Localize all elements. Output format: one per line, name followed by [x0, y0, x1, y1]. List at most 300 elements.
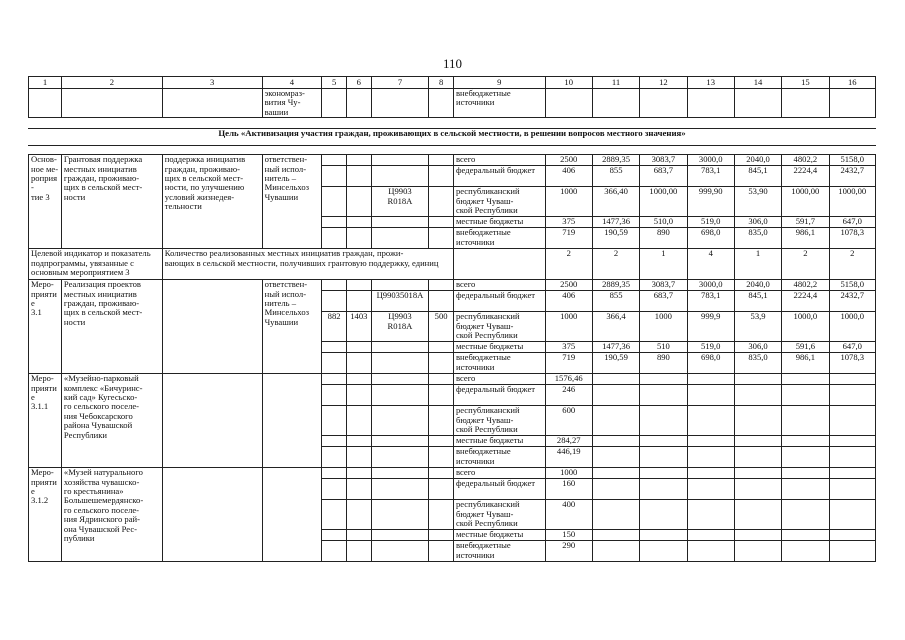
value-cell [829, 436, 875, 447]
value-cell [592, 541, 639, 562]
value-cell: 647,0 [829, 342, 875, 353]
value-cell: 4802,2 [782, 280, 829, 291]
budget-table [28, 76, 876, 562]
value-cell [734, 406, 781, 436]
value-cell: 600 [545, 406, 592, 436]
value-cell [829, 530, 875, 541]
column-number: 2 [61, 77, 162, 89]
value-cell: 698,0 [687, 353, 734, 374]
value-cell: 647,0 [829, 217, 875, 228]
value-cell [782, 468, 829, 479]
table-cell [371, 374, 429, 385]
funding-source: республиканский бюджет Чуваш- ской Республики [453, 312, 545, 342]
value-cell: 3000,0 [687, 280, 734, 291]
value-cell: 4802,2 [782, 155, 829, 166]
value-cell: 375 [545, 342, 592, 353]
goal-spacer-row-2 [29, 146, 876, 155]
table-cell [346, 89, 371, 118]
value-cell [782, 479, 829, 500]
value-cell: 855 [592, 291, 639, 312]
table-cell [453, 249, 545, 280]
table-cell [429, 541, 454, 562]
activity-result [162, 374, 262, 468]
column-number: 3 [162, 77, 262, 89]
funding-source: внебюджетные источники [453, 353, 545, 374]
table-cell [346, 500, 371, 530]
table-cell: 1403 [346, 312, 371, 342]
funding-source: местные бюджеты [453, 436, 545, 447]
value-cell [640, 385, 687, 406]
value-cell: 1000,0 [782, 312, 829, 342]
value-cell [782, 447, 829, 468]
table-cell [346, 541, 371, 562]
value-cell: 1000,00 [829, 187, 875, 217]
goal-heading: Цель «Активизация участия граждан, проживающих в сельской местности, в решении вопросов местного значения» [29, 129, 876, 146]
value-cell [782, 541, 829, 562]
m312-row [29, 468, 876, 479]
table-cell [545, 89, 592, 118]
table-cell [322, 166, 347, 187]
executor [262, 374, 322, 468]
column-number: 16 [829, 77, 875, 89]
table-cell [640, 89, 687, 118]
table-cell [429, 436, 454, 447]
executor: ответствен- ный испол- нитель – Минсельхоз Чувашии [262, 155, 322, 249]
table-cell [371, 166, 429, 187]
value-cell [592, 436, 639, 447]
table-cell [346, 436, 371, 447]
table-cell [346, 406, 371, 436]
value-cell: 160 [545, 479, 592, 500]
value-cell: 1078,3 [829, 353, 875, 374]
table-cell [429, 228, 454, 249]
table-cell [346, 228, 371, 249]
value-cell: 1477,36 [592, 342, 639, 353]
table-cell [371, 530, 429, 541]
value-cell: 783,1 [687, 291, 734, 312]
table-cell [346, 374, 371, 385]
table-cell [371, 280, 429, 291]
executor [262, 468, 322, 562]
table-cell [429, 280, 454, 291]
table-cell [29, 146, 876, 155]
funding-source: местные бюджеты [453, 342, 545, 353]
table-cell [322, 187, 347, 217]
table-cell [371, 406, 429, 436]
column-number: 1 [29, 77, 62, 89]
value-cell: 683,7 [640, 291, 687, 312]
funding-source: местные бюджеты [453, 217, 545, 228]
table-cell [371, 541, 429, 562]
value-cell: 3000,0 [687, 155, 734, 166]
value-cell [687, 530, 734, 541]
table-cell [346, 353, 371, 374]
indicator-label: Целевой индикатор и показатель подпрограммы, увязанные с основным мероприятием 3 [29, 249, 163, 280]
funding-source: всего [453, 280, 545, 291]
table-cell [592, 89, 639, 118]
table-cell [346, 280, 371, 291]
table-cell: Ц9903 R018A [371, 312, 429, 342]
table-cell [371, 155, 429, 166]
value-cell [592, 468, 639, 479]
value-cell: 306,0 [734, 342, 781, 353]
value-cell [782, 530, 829, 541]
table-cell [429, 447, 454, 468]
value-cell [782, 385, 829, 406]
value-cell: 2040,0 [734, 280, 781, 291]
funding-source: федеральный бюджет [453, 166, 545, 187]
activity-code: Меро- приятие 3.1 [29, 280, 62, 374]
table-cell [346, 342, 371, 353]
table-cell: экономраз- вития Чу- вашии [262, 89, 322, 118]
value-cell [592, 479, 639, 500]
value-cell: 845,1 [734, 166, 781, 187]
value-cell: 719 [545, 228, 592, 249]
value-cell [782, 436, 829, 447]
value-cell [734, 500, 781, 530]
funding-source: внебюджетные источники [453, 541, 545, 562]
indicator-row [29, 249, 876, 280]
table-cell [429, 291, 454, 312]
value-cell [640, 406, 687, 436]
table-cell [429, 353, 454, 374]
indicator-value: 1 [734, 249, 781, 280]
value-cell [734, 541, 781, 562]
table-cell [322, 155, 347, 166]
column-number: 12 [640, 77, 687, 89]
value-cell: 1000 [545, 312, 592, 342]
value-cell [640, 468, 687, 479]
value-cell: 375 [545, 217, 592, 228]
column-number: 7 [371, 77, 429, 89]
table-cell [429, 89, 454, 118]
value-cell: 510 [640, 342, 687, 353]
value-cell [640, 436, 687, 447]
value-cell [734, 385, 781, 406]
table-cell [322, 479, 347, 500]
funding-source: местные бюджеты [453, 530, 545, 541]
table-cell [429, 166, 454, 187]
page-number: 110 [442, 56, 463, 71]
table-cell [371, 385, 429, 406]
indicator-value: 4 [687, 249, 734, 280]
value-cell: 1000,00 [782, 187, 829, 217]
column-number: 4 [262, 77, 322, 89]
table-cell [734, 89, 781, 118]
value-cell: 150 [545, 530, 592, 541]
table-cell [371, 353, 429, 374]
table-cell [782, 89, 829, 118]
value-cell: 591,6 [782, 342, 829, 353]
funding-source: республиканский бюджет Чуваш- ской Республики [453, 500, 545, 530]
table-cell [346, 291, 371, 312]
om3-row [29, 155, 876, 166]
table-cell [429, 500, 454, 530]
m31-row [29, 280, 876, 291]
activity-result [162, 468, 262, 562]
table-cell [429, 342, 454, 353]
funding-source: республиканский бюджет Чуваш- ской Республики [453, 187, 545, 217]
table-cell [429, 406, 454, 436]
table-cell [829, 89, 875, 118]
value-cell [734, 447, 781, 468]
activity-code: Меро- приятие 3.1.1 [29, 374, 62, 468]
column-number: 5 [322, 77, 347, 89]
value-cell: 190,59 [592, 228, 639, 249]
table-cell [29, 89, 62, 118]
value-cell: 406 [545, 291, 592, 312]
indicator-value: 2 [545, 249, 592, 280]
value-cell [592, 406, 639, 436]
value-cell [592, 385, 639, 406]
value-cell [640, 374, 687, 385]
funding-source: федеральный бюджет [453, 479, 545, 500]
value-cell [734, 436, 781, 447]
value-cell [687, 541, 734, 562]
table-cell [346, 187, 371, 217]
value-cell [592, 500, 639, 530]
table-cell: Ц99035018A [371, 291, 429, 312]
column-number: 6 [346, 77, 371, 89]
funding-source: всего [453, 155, 545, 166]
value-cell [640, 541, 687, 562]
table-cell [322, 291, 347, 312]
value-cell [734, 374, 781, 385]
table-cell: 500 [429, 312, 454, 342]
table-cell [371, 342, 429, 353]
table-cell [162, 89, 262, 118]
funding-source: внебюджетные источники [453, 447, 545, 468]
value-cell [640, 530, 687, 541]
table-cell [371, 500, 429, 530]
table-cell [346, 155, 371, 166]
funding-source: федеральный бюджет [453, 385, 545, 406]
value-cell: 1000 [545, 187, 592, 217]
table-cell [322, 280, 347, 291]
funding-source: всего [453, 374, 545, 385]
table-cell [429, 155, 454, 166]
value-cell: 890 [640, 228, 687, 249]
value-cell [687, 500, 734, 530]
table-cell [346, 468, 371, 479]
table-cell [346, 166, 371, 187]
column-number: 9 [453, 77, 545, 89]
value-cell: 2500 [545, 155, 592, 166]
table-cell [371, 447, 429, 468]
table-cell [322, 217, 347, 228]
table-cell [61, 89, 162, 118]
value-cell [782, 406, 829, 436]
value-cell [734, 468, 781, 479]
value-cell: 2432,7 [829, 166, 875, 187]
value-cell: 999,90 [687, 187, 734, 217]
value-cell: 591,7 [782, 217, 829, 228]
activity-name: Грантовая поддержка местных инициатив граждан, проживаю- щих в сельской мест- ности [61, 155, 162, 249]
value-cell: 1000 [545, 468, 592, 479]
value-cell: 1078,3 [829, 228, 875, 249]
value-cell: 698,0 [687, 228, 734, 249]
value-cell: 190,59 [592, 353, 639, 374]
indicator-value: 2 [829, 249, 875, 280]
value-cell: 510,0 [640, 217, 687, 228]
value-cell [829, 500, 875, 530]
table-cell [29, 118, 876, 129]
table-cell [322, 500, 347, 530]
value-cell [829, 541, 875, 562]
table-cell [371, 228, 429, 249]
value-cell [592, 374, 639, 385]
value-cell: 1000,0 [829, 312, 875, 342]
value-cell: 719 [545, 353, 592, 374]
column-number: 15 [782, 77, 829, 89]
table-cell [346, 530, 371, 541]
value-cell [687, 436, 734, 447]
value-cell: 2889,35 [592, 280, 639, 291]
value-cell: 986,1 [782, 228, 829, 249]
executor: ответствен- ный испол- нитель – Минсельхоз Чувашии [262, 280, 322, 374]
value-cell [829, 468, 875, 479]
value-cell: 519,0 [687, 217, 734, 228]
value-cell [640, 500, 687, 530]
funding-source: всего [453, 468, 545, 479]
value-cell [782, 374, 829, 385]
value-cell: 1000 [640, 312, 687, 342]
table-cell [322, 89, 347, 118]
funding-source: внебюджетные источники [453, 228, 545, 249]
table-cell [322, 447, 347, 468]
value-cell: 986,1 [782, 353, 829, 374]
table-cell [429, 530, 454, 541]
value-cell [829, 406, 875, 436]
value-cell [829, 374, 875, 385]
value-cell [734, 479, 781, 500]
value-cell: 835,0 [734, 228, 781, 249]
value-cell [592, 530, 639, 541]
table-cell: Ц9903 R018A [371, 187, 429, 217]
table-cell [371, 89, 429, 118]
value-cell: 2040,0 [734, 155, 781, 166]
value-cell: 5158,0 [829, 280, 875, 291]
table-cell [429, 468, 454, 479]
indicator-value: 1 [640, 249, 687, 280]
table-cell [429, 187, 454, 217]
value-cell: 2500 [545, 280, 592, 291]
value-cell [829, 479, 875, 500]
table-cell [322, 342, 347, 353]
value-cell: 306,0 [734, 217, 781, 228]
value-cell: 783,1 [687, 166, 734, 187]
table-cell [346, 217, 371, 228]
value-cell: 446,19 [545, 447, 592, 468]
value-cell: 284,27 [545, 436, 592, 447]
value-cell [640, 479, 687, 500]
value-cell: 3083,7 [640, 280, 687, 291]
column-number: 10 [545, 77, 592, 89]
column-number: 8 [429, 77, 454, 89]
value-cell: 890 [640, 353, 687, 374]
value-cell: 1000,00 [640, 187, 687, 217]
table-cell [322, 228, 347, 249]
value-cell: 3083,7 [640, 155, 687, 166]
table-cell [322, 353, 347, 374]
value-cell: 683,7 [640, 166, 687, 187]
value-cell [734, 530, 781, 541]
value-cell: 835,0 [734, 353, 781, 374]
table-cell [371, 217, 429, 228]
m311-row [29, 374, 876, 385]
activity-result [162, 280, 262, 374]
activity-name: Реализация проектов местных инициатив граждан, проживаю- щих в сельской мест- ности [61, 280, 162, 374]
value-cell: 366,40 [592, 187, 639, 217]
activity-name: «Музейно-парковый комплекс «Бичуринс- кий сад» Кугесьско- го сельского поселе- ния Чебоксарского района Чувашской Республики [61, 374, 162, 468]
table-cell [322, 468, 347, 479]
table-cell [346, 385, 371, 406]
column-number: 13 [687, 77, 734, 89]
value-cell: 845,1 [734, 291, 781, 312]
value-cell: 2889,35 [592, 155, 639, 166]
table-cell [346, 479, 371, 500]
value-cell [829, 447, 875, 468]
table-cell [322, 436, 347, 447]
table-cell: внебюджетные источники [453, 89, 545, 118]
value-cell: 5158,0 [829, 155, 875, 166]
value-cell: 2224,4 [782, 166, 829, 187]
column-number: 11 [592, 77, 639, 89]
continuation-row [29, 89, 876, 118]
indicator-value: 2 [592, 249, 639, 280]
table-cell [429, 479, 454, 500]
table-cell [322, 406, 347, 436]
value-cell: 999,9 [687, 312, 734, 342]
table-cell [429, 217, 454, 228]
funding-source: республиканский бюджет Чуваш- ской Республики [453, 406, 545, 436]
value-cell [687, 385, 734, 406]
indicator-value: 2 [782, 249, 829, 280]
table-cell [346, 447, 371, 468]
goal-row [29, 129, 876, 146]
value-cell: 290 [545, 541, 592, 562]
value-cell: 2432,7 [829, 291, 875, 312]
value-cell: 1477,36 [592, 217, 639, 228]
value-cell [829, 385, 875, 406]
value-cell [592, 447, 639, 468]
value-cell [687, 479, 734, 500]
table-cell [322, 385, 347, 406]
value-cell [687, 447, 734, 468]
value-cell: 53,90 [734, 187, 781, 217]
column-number: 14 [734, 77, 781, 89]
activity-result: поддержка инициатив граждан, проживаю- щих в сельской мест- ности, по улучшению условий жизнедея- тельности [162, 155, 262, 249]
goal-spacer-row [29, 118, 876, 129]
table-cell [371, 436, 429, 447]
value-cell: 1576,46 [545, 374, 592, 385]
table-cell: 882 [322, 312, 347, 342]
value-cell [687, 406, 734, 436]
table-cell [429, 385, 454, 406]
value-cell [687, 468, 734, 479]
table-cell [371, 468, 429, 479]
indicator-description: Количество реализованных местных инициатив граждан, прожи- вающих в сельской местности, получивших грантовую поддержку, единиц [162, 249, 453, 280]
value-cell [640, 447, 687, 468]
table-cell [322, 530, 347, 541]
activity-code: Основ- ное ме- роприя- тие 3 [29, 155, 62, 249]
value-cell: 519,0 [687, 342, 734, 353]
table-cell [687, 89, 734, 118]
value-cell: 400 [545, 500, 592, 530]
value-cell [687, 374, 734, 385]
table-cell [429, 374, 454, 385]
value-cell: 53,9 [734, 312, 781, 342]
